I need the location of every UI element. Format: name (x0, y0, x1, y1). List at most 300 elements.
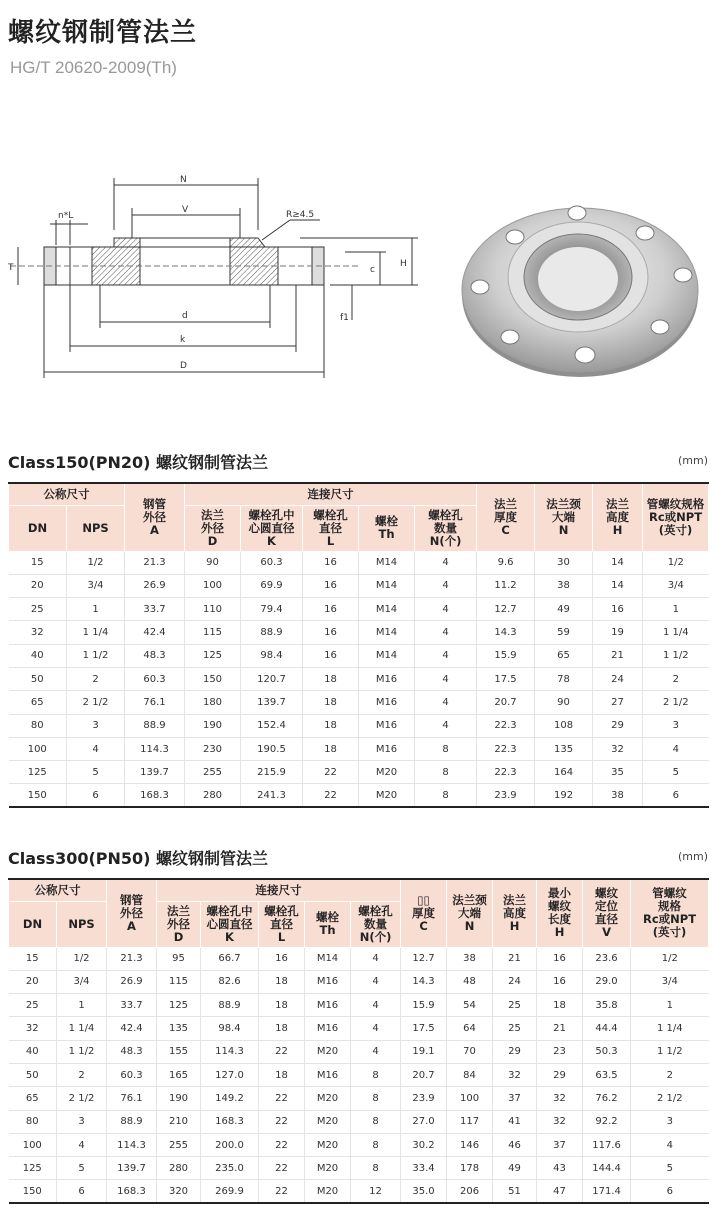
dim-nL: n*L (58, 211, 74, 221)
table-cell: 206 (447, 1180, 493, 1203)
table-cell: 95 (157, 947, 201, 970)
table-cell: 16 (259, 947, 305, 970)
table-cell: 8 (415, 761, 477, 784)
col-header: 螺栓孔中 心圆直径 K (241, 505, 303, 551)
table-cell: 241.3 (241, 784, 303, 807)
table-cell: 38 (593, 784, 643, 807)
table-cell: 1/2 (631, 947, 709, 970)
col-header: 螺栓 Th (305, 901, 351, 947)
table-row (9, 714, 709, 737)
table-cell: 32 (493, 1063, 537, 1086)
table-row (9, 1017, 709, 1040)
table-cell: M20 (359, 784, 415, 807)
table-cell: 1/2 (67, 551, 125, 574)
table-cell: 100 (447, 1087, 493, 1110)
col-header: 法兰 厚度 C (477, 483, 535, 551)
table-row (9, 970, 709, 993)
table-cell: 3/4 (57, 970, 107, 993)
table-cell: 48 (447, 970, 493, 993)
col-header: 螺栓孔 直径 L (259, 901, 305, 947)
class150-table (8, 482, 709, 808)
table-cell: 21.3 (107, 947, 157, 970)
table-cell: 115 (185, 621, 241, 644)
table-cell: 125 (157, 994, 201, 1017)
col-header: ▯▯ 厚度 C (401, 879, 447, 947)
table-cell: 280 (157, 1157, 201, 1180)
table-cell: 4 (643, 737, 709, 760)
table-cell: 152.4 (241, 714, 303, 737)
table-cell: 70 (447, 1040, 493, 1063)
table-cell: 6 (643, 784, 709, 807)
table-cell: 108 (535, 714, 593, 737)
col-header: 螺栓孔 数量 N(个) (415, 505, 477, 551)
table-cell: 40 (9, 1040, 57, 1063)
col-group-nominal: 公称尺寸 (9, 879, 107, 901)
table-cell: 46 (493, 1133, 537, 1156)
flange-drawing (0, 160, 440, 390)
table-cell: M20 (305, 1180, 351, 1203)
table-cell: 18 (303, 691, 359, 714)
table-cell: 1 1/4 (67, 621, 125, 644)
table-cell: 6 (631, 1180, 709, 1203)
table-cell: 2 1/2 (57, 1087, 107, 1110)
col-header: 管螺纹 规格 Rc或NPT (英寸) (631, 879, 709, 947)
table-cell: M16 (305, 1017, 351, 1040)
table-cell: 1 1/2 (67, 644, 125, 667)
table-cell: 6 (67, 784, 125, 807)
class300-table (8, 878, 709, 1204)
table-cell: 16 (303, 621, 359, 644)
table-cell: 190 (185, 714, 241, 737)
table-cell: 18 (259, 994, 305, 1017)
table-cell: 1 1/4 (631, 1017, 709, 1040)
table-cell: 60.3 (125, 667, 185, 690)
table-cell: 165 (157, 1063, 201, 1086)
table-cell: 24 (493, 970, 537, 993)
table-cell: 4 (351, 947, 401, 970)
dim-f1: f1 (340, 313, 349, 323)
table-cell: 5 (67, 761, 125, 784)
table-cell: 50 (9, 1063, 57, 1086)
table-cell: 27.0 (401, 1110, 447, 1133)
table-cell: 29 (537, 1063, 583, 1086)
col-header: 螺栓孔中 心圆直径 K (201, 901, 259, 947)
table-cell: 22 (259, 1133, 305, 1156)
table-cell: 22 (303, 761, 359, 784)
table-cell: 35.8 (583, 994, 631, 1017)
col-header: 法兰 外径 D (157, 901, 201, 947)
table-cell: 37 (537, 1133, 583, 1156)
table-cell: 190.5 (241, 737, 303, 760)
table-cell: M14 (305, 947, 351, 970)
table1-title: Class150(PN20) 螺纹钢制管法兰 (8, 453, 269, 472)
table-cell: 16 (303, 574, 359, 597)
table-cell: 1/2 (643, 551, 709, 574)
table-row (9, 598, 709, 621)
table-cell: 2 (643, 667, 709, 690)
table-cell: 50 (9, 667, 67, 690)
table-cell: 14.3 (401, 970, 447, 993)
table-cell: 18 (259, 970, 305, 993)
table-cell: 76.1 (125, 691, 185, 714)
table-cell: 135 (535, 737, 593, 760)
standard-code: HG/T 20620-2009(Th) (10, 58, 177, 77)
table-cell: 22.3 (477, 714, 535, 737)
table-cell: 144.4 (583, 1157, 631, 1180)
table-cell: 12 (351, 1180, 401, 1203)
table-cell: M16 (305, 970, 351, 993)
table-cell: 60.3 (241, 551, 303, 574)
table-cell: 43 (537, 1157, 583, 1180)
table-cell: 3 (643, 714, 709, 737)
table2-unit: (mm) (677, 850, 708, 863)
table-cell: 30 (535, 551, 593, 574)
table-cell: 88.9 (107, 1110, 157, 1133)
table-cell: 19.1 (401, 1040, 447, 1063)
table-cell: 16 (593, 598, 643, 621)
table-cell: M16 (359, 667, 415, 690)
table-cell: 235.0 (201, 1157, 259, 1180)
table-cell: 50.3 (583, 1040, 631, 1063)
table-cell: 84 (447, 1063, 493, 1086)
table-cell: 4 (351, 1017, 401, 1040)
table-cell: 38 (535, 574, 593, 597)
table-cell: 60.3 (107, 1063, 157, 1086)
table-cell: 100 (9, 737, 67, 760)
page-title: 螺纹钢制管法兰 (8, 18, 198, 48)
table-cell: 1 1/4 (643, 621, 709, 644)
table-cell: M16 (359, 691, 415, 714)
table-cell: 23 (537, 1040, 583, 1063)
table-cell: 4 (67, 737, 125, 760)
table-cell: 8 (415, 784, 477, 807)
flange-photo (455, 195, 705, 385)
table-cell: 22 (303, 784, 359, 807)
table-row (9, 1040, 709, 1063)
table1-unit: (mm) (677, 454, 708, 467)
table-row (9, 667, 709, 690)
table-cell: 29.0 (583, 970, 631, 993)
table-cell: 255 (185, 761, 241, 784)
table-cell: 164 (535, 761, 593, 784)
col-header: 管螺纹规格 Rc或NPT (英寸) (643, 483, 709, 551)
table-cell: 98.4 (241, 644, 303, 667)
table-row (9, 761, 709, 784)
table-cell: 115 (157, 970, 201, 993)
col-header: NPS (57, 901, 107, 947)
table-cell: 22.3 (477, 761, 535, 784)
table-cell: 6 (57, 1180, 107, 1203)
table-cell: M16 (305, 1063, 351, 1086)
table-cell: 65 (535, 644, 593, 667)
table-cell: 18 (259, 1017, 305, 1040)
table-cell: 32 (537, 1087, 583, 1110)
table-cell: 32 (9, 621, 67, 644)
table-cell: 24 (593, 667, 643, 690)
table-cell: 23.9 (401, 1087, 447, 1110)
table-cell: 280 (185, 784, 241, 807)
col-header: 法兰 高度 H (593, 483, 643, 551)
col-header: 钢管 外径 A (107, 879, 157, 947)
table-cell: 8 (415, 737, 477, 760)
table-cell: 12.7 (477, 598, 535, 621)
table-cell: 125 (9, 1157, 57, 1180)
table-cell: 14 (593, 551, 643, 574)
table-cell: 51 (493, 1180, 537, 1203)
table-cell: 35 (593, 761, 643, 784)
table-cell: 8 (351, 1133, 401, 1156)
table-cell: 16 (537, 947, 583, 970)
dim-R: R≥4.5 (286, 210, 315, 220)
table-cell: 88.9 (201, 994, 259, 1017)
table-cell: 2 1/2 (67, 691, 125, 714)
table-cell: 88.9 (125, 714, 185, 737)
table-cell: 14.3 (477, 621, 535, 644)
table-cell: 49 (493, 1157, 537, 1180)
table-cell: 4 (415, 574, 477, 597)
table-cell: 12.7 (401, 947, 447, 970)
table-cell: 59 (535, 621, 593, 644)
col-header: 法兰颈 大端 N (535, 483, 593, 551)
table-cell: 38 (447, 947, 493, 970)
table-cell: 11.2 (477, 574, 535, 597)
table-cell: 21 (593, 644, 643, 667)
table-cell: 20.7 (477, 691, 535, 714)
dim-V: V (182, 205, 189, 215)
table-cell: 125 (185, 644, 241, 667)
table-cell: M14 (359, 598, 415, 621)
table-cell: 33.4 (401, 1157, 447, 1180)
col-header: 最小 螺纹 长度 H (537, 879, 583, 947)
table-cell: 14 (593, 574, 643, 597)
table-cell: M16 (359, 737, 415, 760)
table-cell: 150 (9, 1180, 57, 1203)
table-cell: 63.5 (583, 1063, 631, 1086)
table-cell: 22 (259, 1087, 305, 1110)
table-cell: 255 (157, 1133, 201, 1156)
table-cell: 80 (9, 714, 67, 737)
table-cell: 2 (631, 1063, 709, 1086)
table-cell: 1 (57, 994, 107, 1017)
table-row (9, 1180, 709, 1203)
table-row (9, 784, 709, 807)
table-cell: 40 (9, 644, 67, 667)
table-row (9, 737, 709, 760)
dim-d: d (182, 311, 188, 321)
table-cell: 4 (631, 1133, 709, 1156)
table-cell: 98.4 (201, 1017, 259, 1040)
table-row (9, 574, 709, 597)
table-cell: 47 (537, 1180, 583, 1203)
table-cell: 139.7 (241, 691, 303, 714)
table-cell: 269.9 (201, 1180, 259, 1203)
table-cell: 1 (67, 598, 125, 621)
table-cell: 4 (415, 691, 477, 714)
table-cell: 2 1/2 (643, 691, 709, 714)
table-cell: 41 (493, 1110, 537, 1133)
table-cell: 2 (57, 1063, 107, 1086)
table-cell: 135 (157, 1017, 201, 1040)
table-cell: 16 (303, 551, 359, 574)
table-row (9, 551, 709, 574)
table-cell: 48.3 (107, 1040, 157, 1063)
table-cell: 3 (67, 714, 125, 737)
table-cell: 18 (259, 1063, 305, 1086)
table-row (9, 994, 709, 1017)
table-cell: 69.9 (241, 574, 303, 597)
table-cell: 180 (185, 691, 241, 714)
col-header: 法兰 外径 D (185, 505, 241, 551)
table-cell: 15 (9, 551, 67, 574)
table-cell: 3 (631, 1110, 709, 1133)
table-cell: 17.5 (401, 1017, 447, 1040)
table-cell: 125 (9, 761, 67, 784)
table-cell: 9.6 (477, 551, 535, 574)
table-cell: 82.6 (201, 970, 259, 993)
dim-N: N (180, 175, 187, 185)
table-cell: 114.3 (201, 1040, 259, 1063)
table-cell: 139.7 (125, 761, 185, 784)
table-cell: 178 (447, 1157, 493, 1180)
table-row (9, 1157, 709, 1180)
table-cell: 171.4 (583, 1180, 631, 1203)
table-cell: 4 (351, 970, 401, 993)
table-cell: 48.3 (125, 644, 185, 667)
table-cell: M20 (305, 1133, 351, 1156)
table-cell: 20.7 (401, 1063, 447, 1086)
table-cell: 35.0 (401, 1180, 447, 1203)
table-cell: 22.3 (477, 737, 535, 760)
table-cell: M14 (359, 621, 415, 644)
table-cell: 155 (157, 1040, 201, 1063)
table-cell: M16 (359, 714, 415, 737)
table-cell: 8 (351, 1087, 401, 1110)
table-cell: 4 (415, 667, 477, 690)
table-cell: 168.3 (107, 1180, 157, 1203)
table-cell: 1 1/2 (57, 1040, 107, 1063)
table-cell: 1 1/2 (643, 644, 709, 667)
table-cell: 320 (157, 1180, 201, 1203)
table-cell: 49 (535, 598, 593, 621)
table-cell: 1 (631, 994, 709, 1017)
table-cell: 117.6 (583, 1133, 631, 1156)
table-cell: 127.0 (201, 1063, 259, 1086)
table-cell: 42.4 (107, 1017, 157, 1040)
table-cell: 1 1/2 (631, 1040, 709, 1063)
table-row (9, 1110, 709, 1133)
table-cell: 190 (157, 1087, 201, 1110)
table-cell: 18 (303, 667, 359, 690)
table-cell: 21 (537, 1017, 583, 1040)
table-cell: 1/2 (57, 947, 107, 970)
table-cell: 19 (593, 621, 643, 644)
col-header: 法兰颈 大端 N (447, 879, 493, 947)
table-cell: 25 (9, 598, 67, 621)
table-cell: 120.7 (241, 667, 303, 690)
table-cell: 200.0 (201, 1133, 259, 1156)
table-cell: 4 (57, 1133, 107, 1156)
table-row (9, 621, 709, 644)
table-cell: 76.1 (107, 1087, 157, 1110)
table-cell: M16 (305, 994, 351, 1017)
table-row (9, 947, 709, 970)
table-cell: 23.9 (477, 784, 535, 807)
col-header: 钢管 外径 A (125, 483, 185, 551)
table-cell: 32 (593, 737, 643, 760)
table-cell: 21.3 (125, 551, 185, 574)
table-cell: 114.3 (107, 1133, 157, 1156)
table-cell: 30.2 (401, 1133, 447, 1156)
col-header: NPS (67, 505, 125, 551)
table-cell: 150 (9, 784, 67, 807)
table-cell: 22 (259, 1110, 305, 1133)
table-row (9, 691, 709, 714)
col-header: 螺栓孔 数量 N(个) (351, 901, 401, 947)
table-cell: 22 (259, 1157, 305, 1180)
table-cell: 22 (259, 1180, 305, 1203)
table-cell: 3/4 (631, 970, 709, 993)
dim-T: T (8, 263, 14, 273)
table-cell: 18 (537, 994, 583, 1017)
table-cell: 65 (9, 691, 67, 714)
table-cell: 92.2 (583, 1110, 631, 1133)
table-cell: 215.9 (241, 761, 303, 784)
table-cell: 4 (415, 621, 477, 644)
table-cell: M14 (359, 551, 415, 574)
table-cell: M20 (305, 1110, 351, 1133)
table-cell: M20 (305, 1040, 351, 1063)
table-cell: 168.3 (125, 784, 185, 807)
table-cell: M14 (359, 644, 415, 667)
table-cell: 114.3 (125, 737, 185, 760)
table-cell: 44.4 (583, 1017, 631, 1040)
table-cell: 25 (493, 994, 537, 1017)
table-cell: 66.7 (201, 947, 259, 970)
table-cell: 54 (447, 994, 493, 1017)
table-cell: 90 (535, 691, 593, 714)
table-cell: 100 (9, 1133, 57, 1156)
table-cell: 27 (593, 691, 643, 714)
table-cell: 192 (535, 784, 593, 807)
table-cell: 42.4 (125, 621, 185, 644)
table-cell: 26.9 (107, 970, 157, 993)
table-cell: 25 (493, 1017, 537, 1040)
table-cell: 29 (593, 714, 643, 737)
table-cell: 20 (9, 574, 67, 597)
table2-title: Class300(PN50) 螺纹钢制管法兰 (8, 849, 269, 868)
col-header: 螺纹 定位 直径 V (583, 879, 631, 947)
col-group-nominal: 公称尺寸 (9, 483, 125, 505)
table-cell: 21 (493, 947, 537, 970)
table-cell: 8 (351, 1110, 401, 1133)
table-cell: 18 (303, 714, 359, 737)
table-cell: 16 (303, 644, 359, 667)
table-cell: 25 (9, 994, 57, 1017)
col-group-connect: 连接尺寸 (157, 879, 401, 901)
dim-c: c (370, 265, 375, 275)
table-cell: 5 (57, 1157, 107, 1180)
table-cell: 149.2 (201, 1087, 259, 1110)
table-cell: 4 (415, 714, 477, 737)
table-cell: 76.2 (583, 1087, 631, 1110)
table-cell: 32 (9, 1017, 57, 1040)
table-cell: 37 (493, 1087, 537, 1110)
col-header: DN (9, 901, 57, 947)
table-cell: 150 (185, 667, 241, 690)
table-cell: 8 (351, 1157, 401, 1180)
table-cell: 230 (185, 737, 241, 760)
table-cell: M20 (359, 761, 415, 784)
